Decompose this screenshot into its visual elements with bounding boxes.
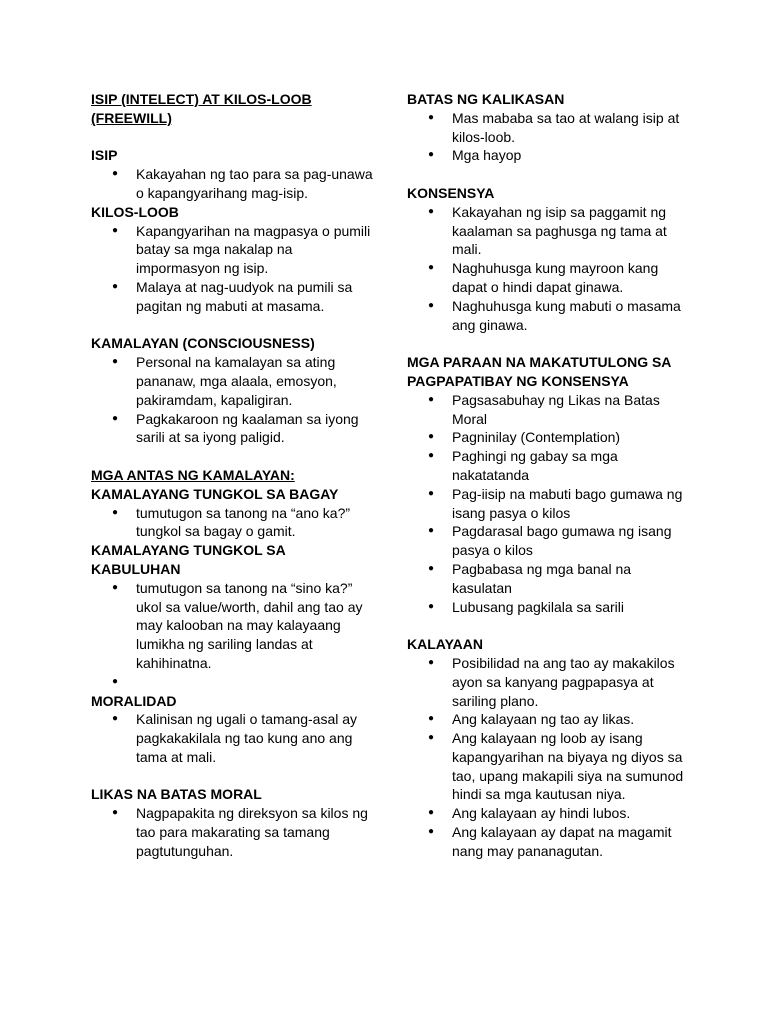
bullet-item: ● Paghingi ng gabay sa mga nakatatanda <box>407 447 689 485</box>
bullet-list <box>91 165 376 203</box>
section-heading-kamalayang-tungkol-sa-kabuluhan: KAMALAYANG TUNGKOL SA KABULUHAN <box>91 542 286 577</box>
bullet-list <box>91 710 376 766</box>
bullet-item: ● Lubusang pagkilala sa sarili <box>407 598 689 617</box>
bullet-list <box>91 804 376 860</box>
spacer <box>91 316 376 335</box>
section-heading-isip: ISIP <box>91 147 118 164</box>
bullet-item: ● Pagbabasa ng mga banal na kasulatan <box>407 560 689 598</box>
bullet-item: ● Kakayahan ng tao para sa pag-unawa o kapangyarihang mag-isip. <box>91 165 376 203</box>
section-heading-kamalayang-tungkol-sa-bagay: KAMALAYANG TUNGKOL SA BAGAY <box>91 485 339 502</box>
spacer <box>91 767 376 786</box>
section-heading-isip-intelect-at-kilos-loob-freewill: ISIP (INTELECT) AT KILOS-LOOB (FREEWILL) <box>91 91 312 126</box>
bullet-item: ● Nagpapakita ng direksyon sa kilos ng tao para makarating sa tamang pagtutunguhan. <box>91 804 376 860</box>
section-heading-kilos-loob: KILOS-LOOB <box>91 203 179 220</box>
section-heading-batas-ng-kalikasan: BATAS NG KALIKASAN <box>407 91 565 107</box>
spacer <box>407 616 689 635</box>
section-heading-konsensya: KONSENSYA <box>407 184 495 201</box>
bullet-list <box>91 504 376 542</box>
bullet-item: ● Pagninilay (Contemplation) <box>407 428 689 447</box>
bullet-list <box>407 109 689 165</box>
bullet-item: ● Ang kalayaan ng loob ay isang kapangyarihan na biyaya ng diyos sa tao, upang makapili siya na sumunod hindi sa mga kautusan niya. <box>407 729 689 804</box>
right-column <box>407 90 689 861</box>
bullet-item: ● Kakayahan ng isip sa paggamit ng kaalaman sa paghusga ng tama at mali. <box>407 203 689 259</box>
section-heading-mga-paraan-na-makatutulong-sa-pagpapatibay-ng-konsensya: MGA PARAAN NA MAKATUTULONG SA PAGPAPATIBAY NG KONSENSYA <box>407 354 671 389</box>
spacer <box>407 334 689 353</box>
bullet-item: ● Pagsasabuhay ng Likas na Batas Moral <box>407 391 689 429</box>
section-heading-moralidad: MORALIDAD <box>91 692 177 709</box>
bullet-item: ● tumutugon sa tanong na “sino ka?” ukol sa value/worth, dahil ang tao ay may kalooban na may kalayaang lumikha ng sariling landas at kahihinatna. <box>91 579 376 673</box>
bullet-list <box>407 391 689 617</box>
bullet-list <box>91 579 376 692</box>
bullet-list <box>91 353 376 447</box>
bullet-item: ● Kalinisan ng ugali o tamang-asal ay pagkakakilala ng tao kung ano ang tama at mali. <box>91 710 376 766</box>
bullet-item: ● Ang kalayaan ay dapat na magamit nang may pananagutan. <box>407 823 689 861</box>
bullet-item: ● Personal na kamalayan sa ating pananaw, mga alaala, emosyon, pakiramdam, kapaligiran. <box>91 353 376 409</box>
spacer <box>407 165 689 184</box>
bullet-item: ● Malaya at nag-uudyok na pumili sa pagitan ng mabuti at masama. <box>91 278 376 316</box>
bullet-item: ● Mga hayop <box>407 146 689 165</box>
bullet-item: ● Pag-iisip na mabuti bago gumawa ng isang pasya o kilos <box>407 485 689 523</box>
bullet-item: ● Pagkakaroon ng kaalaman sa iyong sarili at sa iyong paligid. <box>91 410 376 448</box>
bullet-item: ● Kapangyarihan na magpasya o pumili batay sa mga nakalap na impormasyon ng isip. <box>91 222 376 278</box>
spacer <box>91 447 376 466</box>
bullet-item <box>91 673 376 692</box>
bullet-item: ● Naghuhusga kung mabuti o masama ang ginawa. <box>407 297 689 335</box>
bullet-list <box>407 203 689 335</box>
bullet-list <box>407 654 689 861</box>
spacer <box>91 128 376 147</box>
section-heading-kalayaan: KALAYAAN <box>407 636 483 653</box>
bullet-item: ● Mas mababa sa tao at walang isip at kilos-loob. <box>407 109 689 147</box>
section-heading-mga-antas-ng-kamalayan: MGA ANTAS NG KAMALAYAN: <box>91 466 295 483</box>
bullet-item: ● Ang kalayaan ng tao ay likas. <box>407 710 689 729</box>
bullet-item: ● tumutugon sa tanong na “ano ka?” tungkol sa bagay o gamit. <box>91 504 376 542</box>
section-heading-likas-na-batas-moral: LIKAS NA BATAS MORAL <box>91 786 262 803</box>
bullet-item: ● Naghuhusga kung mayroon kang dapat o hindi dapat ginawa. <box>407 259 689 297</box>
bullet-list <box>91 222 376 316</box>
section-heading-kamalayan-consciousness: KAMALAYAN (CONSCIOUSNESS) <box>91 335 315 352</box>
left-column <box>91 90 376 861</box>
bullet-item: ● Posibilidad na ang tao ay makakilos ayon sa kanyang pagpapasya at sariling plano. <box>407 654 689 710</box>
bullet-item: ● Ang kalayaan ay hindi lubos. <box>407 804 689 823</box>
bullet-item: ● Pagdarasal bago gumawa ng isang pasya o kilos <box>407 522 689 560</box>
